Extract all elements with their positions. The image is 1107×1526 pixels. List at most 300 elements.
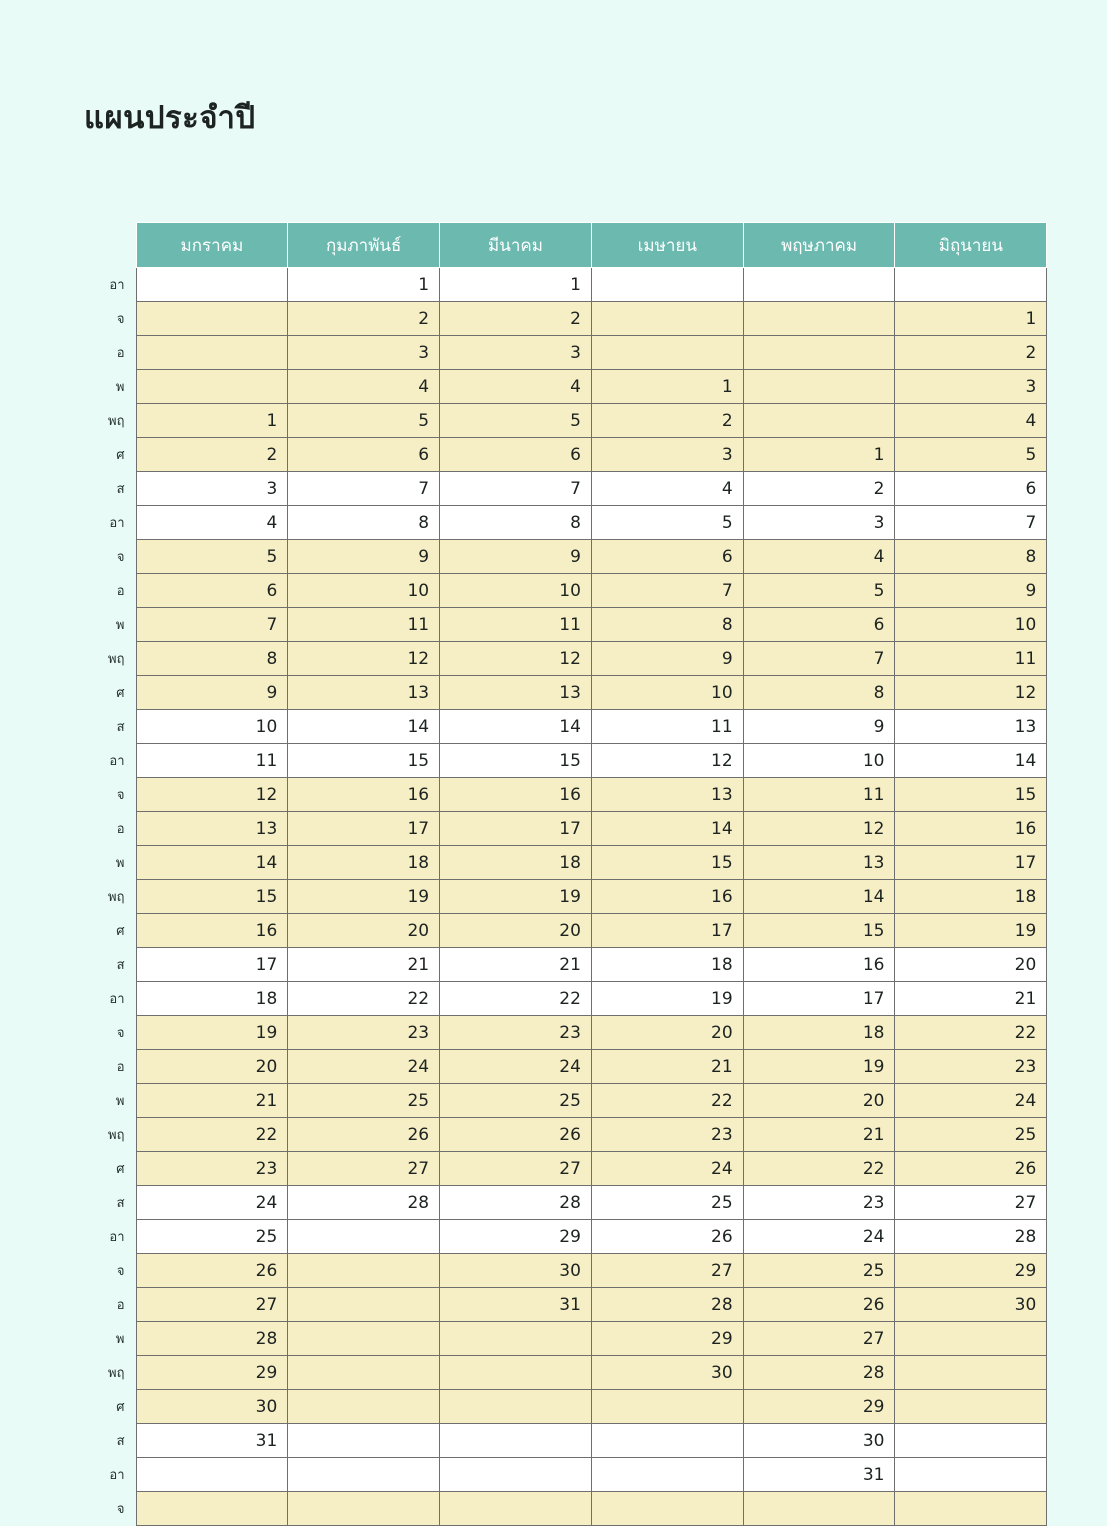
date-cell[interactable]: 4: [591, 472, 743, 506]
date-cell[interactable]: 14: [288, 710, 440, 744]
date-cell[interactable]: 27: [288, 1152, 440, 1186]
date-cell[interactable]: [591, 1492, 743, 1526]
date-cell[interactable]: 15: [895, 778, 1047, 812]
date-cell[interactable]: 21: [743, 1118, 895, 1152]
date-cell[interactable]: 13: [288, 676, 440, 710]
date-cell[interactable]: 30: [440, 1254, 592, 1288]
date-cell[interactable]: 7: [136, 608, 288, 642]
table-row: [84, 506, 1047, 540]
date-cell[interactable]: 6: [591, 540, 743, 574]
page-title: แผนประจำปี: [84, 100, 256, 136]
table-row: [84, 302, 1047, 336]
date-cell[interactable]: 15: [440, 744, 592, 778]
date-cell[interactable]: 21: [288, 948, 440, 982]
date-cell[interactable]: 3: [895, 370, 1047, 404]
table-header: [84, 223, 1047, 268]
table-row: [84, 642, 1047, 676]
table-row: [84, 744, 1047, 778]
table-row: [84, 1084, 1047, 1118]
date-cell[interactable]: 17: [136, 948, 288, 982]
date-cell[interactable]: [136, 1458, 288, 1492]
date-cell[interactable]: 30: [591, 1356, 743, 1390]
date-cell[interactable]: 11: [591, 710, 743, 744]
date-cell[interactable]: [591, 268, 743, 302]
date-cell[interactable]: 1: [591, 370, 743, 404]
date-cell[interactable]: 7: [591, 574, 743, 608]
date-cell[interactable]: 18: [895, 880, 1047, 914]
date-cell[interactable]: 24: [136, 1186, 288, 1220]
table-row: [84, 676, 1047, 710]
date-cell[interactable]: [440, 1492, 592, 1526]
table-row: [84, 1356, 1047, 1390]
date-cell[interactable]: [440, 1424, 592, 1458]
date-cell[interactable]: 16: [136, 914, 288, 948]
date-cell[interactable]: 6: [743, 608, 895, 642]
date-cell[interactable]: [136, 268, 288, 302]
date-cell[interactable]: 12: [743, 812, 895, 846]
date-cell[interactable]: 14: [591, 812, 743, 846]
date-cell[interactable]: 3: [743, 506, 895, 540]
date-cell[interactable]: [288, 1288, 440, 1322]
date-cell[interactable]: 1: [288, 268, 440, 302]
calendar-container: [84, 222, 1047, 1526]
date-cell[interactable]: 8: [743, 676, 895, 710]
date-cell[interactable]: 18: [591, 948, 743, 982]
day-of-week-label: พฤ: [108, 652, 125, 667]
date-cell[interactable]: 13: [591, 778, 743, 812]
date-cell[interactable]: 15: [743, 914, 895, 948]
day-of-week-label: ศ: [116, 1400, 125, 1415]
day-of-week-label: จ: [116, 1264, 125, 1279]
date-cell[interactable]: 2: [440, 302, 592, 336]
date-cell[interactable]: 27: [895, 1186, 1047, 1220]
table-row: [84, 1424, 1047, 1458]
table-row: [84, 1288, 1047, 1322]
date-cell[interactable]: 6: [440, 438, 592, 472]
date-cell[interactable]: 7: [895, 506, 1047, 540]
date-cell[interactable]: 22: [591, 1084, 743, 1118]
date-cell[interactable]: 9: [895, 574, 1047, 608]
date-cell[interactable]: 11: [895, 642, 1047, 676]
date-cell[interactable]: [288, 1356, 440, 1390]
date-cell[interactable]: 23: [288, 1016, 440, 1050]
day-of-week-label: พฤ: [108, 890, 125, 905]
date-cell[interactable]: 26: [440, 1118, 592, 1152]
date-cell[interactable]: 1: [440, 268, 592, 302]
date-cell[interactable]: 4: [440, 370, 592, 404]
date-cell[interactable]: 26: [743, 1288, 895, 1322]
date-cell[interactable]: [440, 1458, 592, 1492]
date-cell[interactable]: 24: [743, 1220, 895, 1254]
date-cell[interactable]: [743, 1492, 895, 1526]
date-cell[interactable]: 25: [288, 1084, 440, 1118]
table-row: [84, 1492, 1047, 1526]
date-cell[interactable]: [288, 1254, 440, 1288]
date-cell[interactable]: [288, 1458, 440, 1492]
month-header-june: มิถุนายน: [895, 223, 1047, 268]
date-cell[interactable]: 18: [136, 982, 288, 1016]
date-cell[interactable]: 26: [136, 1254, 288, 1288]
date-cell[interactable]: 12: [288, 642, 440, 676]
date-cell[interactable]: 26: [288, 1118, 440, 1152]
date-cell[interactable]: 16: [591, 880, 743, 914]
date-cell[interactable]: 10: [288, 574, 440, 608]
date-cell[interactable]: 19: [288, 880, 440, 914]
date-cell[interactable]: 16: [895, 812, 1047, 846]
date-cell[interactable]: 9: [743, 710, 895, 744]
date-cell[interactable]: 5: [288, 404, 440, 438]
date-cell[interactable]: 13: [895, 710, 1047, 744]
day-of-week-label: ศ: [116, 686, 125, 701]
day-of-week-label: จ: [116, 788, 125, 803]
date-cell[interactable]: [288, 1492, 440, 1526]
day-of-week-label: พฤ: [108, 1128, 125, 1143]
date-cell[interactable]: 28: [895, 1220, 1047, 1254]
date-cell[interactable]: 19: [895, 914, 1047, 948]
date-cell[interactable]: 30: [136, 1390, 288, 1424]
table-row: [84, 404, 1047, 438]
table-row: [84, 1050, 1047, 1084]
date-cell[interactable]: 5: [136, 540, 288, 574]
date-cell[interactable]: 19: [743, 1050, 895, 1084]
date-cell[interactable]: [743, 404, 895, 438]
date-cell[interactable]: 20: [591, 1016, 743, 1050]
day-of-week-label: อา: [109, 278, 125, 293]
date-cell[interactable]: 5: [895, 438, 1047, 472]
date-cell[interactable]: 29: [591, 1322, 743, 1356]
date-cell[interactable]: 12: [895, 676, 1047, 710]
date-cell[interactable]: 5: [440, 404, 592, 438]
date-cell[interactable]: [440, 1390, 592, 1424]
date-cell[interactable]: 23: [440, 1016, 592, 1050]
date-cell[interactable]: 1: [895, 302, 1047, 336]
date-cell[interactable]: 11: [136, 744, 288, 778]
date-cell[interactable]: 25: [591, 1186, 743, 1220]
date-cell[interactable]: 16: [440, 778, 592, 812]
date-cell[interactable]: 10: [895, 608, 1047, 642]
date-cell[interactable]: 6: [895, 472, 1047, 506]
date-cell[interactable]: [136, 302, 288, 336]
date-cell[interactable]: 29: [895, 1254, 1047, 1288]
table-row: [84, 846, 1047, 880]
month-header-march: มีนาคม: [440, 223, 592, 268]
table-row: [84, 1118, 1047, 1152]
date-cell[interactable]: 24: [591, 1152, 743, 1186]
day-of-week-label: จ: [116, 1502, 125, 1517]
date-cell[interactable]: 31: [743, 1458, 895, 1492]
date-cell[interactable]: 22: [895, 1016, 1047, 1050]
date-cell[interactable]: [591, 1390, 743, 1424]
table-row: [84, 1254, 1047, 1288]
date-cell[interactable]: 10: [136, 710, 288, 744]
date-cell[interactable]: 11: [288, 608, 440, 642]
table-row: [84, 812, 1047, 846]
date-cell[interactable]: 15: [288, 744, 440, 778]
date-cell[interactable]: 6: [136, 574, 288, 608]
table-row: [84, 608, 1047, 642]
day-of-week-label: ศ: [116, 1162, 125, 1177]
date-cell[interactable]: 7: [440, 472, 592, 506]
date-cell[interactable]: 31: [440, 1288, 592, 1322]
date-cell[interactable]: 16: [288, 778, 440, 812]
day-of-week-label: อ: [116, 1298, 125, 1313]
table-row: [84, 914, 1047, 948]
date-cell[interactable]: 19: [591, 982, 743, 1016]
date-cell[interactable]: 27: [136, 1288, 288, 1322]
date-cell[interactable]: 19: [136, 1016, 288, 1050]
date-cell[interactable]: 1: [743, 438, 895, 472]
table-row: [84, 472, 1047, 506]
date-cell[interactable]: 3: [591, 438, 743, 472]
date-cell[interactable]: 18: [288, 846, 440, 880]
day-of-week-label: ส: [116, 482, 125, 497]
date-cell[interactable]: 14: [440, 710, 592, 744]
date-cell[interactable]: [591, 336, 743, 370]
date-cell[interactable]: [591, 1424, 743, 1458]
date-cell[interactable]: [895, 268, 1047, 302]
table-body: [84, 268, 1047, 1526]
date-cell[interactable]: 20: [136, 1050, 288, 1084]
day-of-week-label: อา: [109, 754, 125, 769]
month-header-row: [84, 223, 1047, 268]
date-cell[interactable]: 24: [288, 1050, 440, 1084]
date-cell[interactable]: 28: [288, 1186, 440, 1220]
date-cell[interactable]: 26: [591, 1220, 743, 1254]
date-cell[interactable]: 9: [591, 642, 743, 676]
date-cell[interactable]: 25: [136, 1220, 288, 1254]
date-cell[interactable]: [895, 1424, 1047, 1458]
table-row: [84, 1220, 1047, 1254]
date-cell[interactable]: 22: [440, 982, 592, 1016]
date-cell[interactable]: 28: [591, 1288, 743, 1322]
date-cell[interactable]: 4: [136, 506, 288, 540]
date-cell[interactable]: 29: [440, 1220, 592, 1254]
date-cell[interactable]: 5: [743, 574, 895, 608]
date-cell[interactable]: 30: [895, 1288, 1047, 1322]
date-cell[interactable]: 11: [440, 608, 592, 642]
date-cell[interactable]: 6: [288, 438, 440, 472]
date-cell[interactable]: 12: [440, 642, 592, 676]
date-cell[interactable]: 13: [440, 676, 592, 710]
day-of-week-label: อา: [109, 1468, 125, 1483]
month-header-january: มกราคม: [136, 223, 288, 268]
date-cell[interactable]: 10: [440, 574, 592, 608]
date-cell[interactable]: 22: [743, 1152, 895, 1186]
date-cell[interactable]: 3: [136, 472, 288, 506]
day-of-week-label: อ: [116, 584, 125, 599]
date-cell[interactable]: 25: [440, 1084, 592, 1118]
date-cell[interactable]: [743, 336, 895, 370]
day-of-week-label: พ: [115, 856, 125, 871]
date-cell[interactable]: 5: [591, 506, 743, 540]
date-cell[interactable]: 2: [743, 472, 895, 506]
date-cell[interactable]: [743, 268, 895, 302]
date-cell[interactable]: [288, 1424, 440, 1458]
date-cell[interactable]: 25: [743, 1254, 895, 1288]
date-cell[interactable]: 18: [743, 1016, 895, 1050]
date-cell[interactable]: [591, 302, 743, 336]
date-cell[interactable]: 20: [288, 914, 440, 948]
date-cell[interactable]: 8: [895, 540, 1047, 574]
date-cell[interactable]: 9: [440, 540, 592, 574]
date-cell[interactable]: 21: [136, 1084, 288, 1118]
date-cell[interactable]: 2: [895, 336, 1047, 370]
date-cell[interactable]: 13: [743, 846, 895, 880]
date-cell[interactable]: 27: [591, 1254, 743, 1288]
day-of-week-label: ศ: [116, 924, 125, 939]
table-row: [84, 574, 1047, 608]
date-cell[interactable]: 2: [136, 438, 288, 472]
date-cell[interactable]: 17: [743, 982, 895, 1016]
date-cell[interactable]: 14: [743, 880, 895, 914]
date-cell[interactable]: 26: [895, 1152, 1047, 1186]
date-cell[interactable]: 17: [288, 812, 440, 846]
table-row: [84, 1322, 1047, 1356]
date-cell[interactable]: 27: [743, 1322, 895, 1356]
date-cell[interactable]: [440, 1322, 592, 1356]
table-row: [84, 710, 1047, 744]
date-cell[interactable]: 31: [136, 1424, 288, 1458]
date-cell[interactable]: [895, 1492, 1047, 1526]
date-cell[interactable]: 20: [440, 914, 592, 948]
table-row: [84, 1186, 1047, 1220]
date-cell[interactable]: 16: [743, 948, 895, 982]
date-cell[interactable]: [136, 1492, 288, 1526]
date-cell[interactable]: 9: [136, 676, 288, 710]
day-of-week-label: ส: [116, 1196, 125, 1211]
date-cell[interactable]: [288, 1390, 440, 1424]
month-header-april: เมษายน: [591, 223, 743, 268]
day-of-week-label: พฤ: [108, 414, 125, 429]
date-cell[interactable]: [895, 1356, 1047, 1390]
date-cell[interactable]: 2: [288, 302, 440, 336]
day-of-week-label: อา: [109, 1230, 125, 1245]
date-cell[interactable]: 22: [288, 982, 440, 1016]
date-cell[interactable]: 27: [440, 1152, 592, 1186]
table-row: [84, 1458, 1047, 1492]
date-cell[interactable]: 21: [440, 948, 592, 982]
date-cell[interactable]: 14: [136, 846, 288, 880]
date-cell[interactable]: [288, 1322, 440, 1356]
date-cell[interactable]: 8: [591, 608, 743, 642]
table-row: [84, 438, 1047, 472]
date-cell[interactable]: 18: [440, 846, 592, 880]
date-cell[interactable]: 17: [895, 846, 1047, 880]
day-of-week-label: พ: [115, 1332, 125, 1347]
date-cell[interactable]: 30: [743, 1424, 895, 1458]
date-cell[interactable]: 2: [591, 404, 743, 438]
date-cell[interactable]: 17: [591, 914, 743, 948]
date-cell[interactable]: 24: [895, 1084, 1047, 1118]
day-of-week-label: จ: [116, 550, 125, 565]
date-cell[interactable]: 24: [440, 1050, 592, 1084]
date-cell[interactable]: 7: [743, 642, 895, 676]
date-cell[interactable]: 17: [440, 812, 592, 846]
date-cell[interactable]: 25: [895, 1118, 1047, 1152]
date-cell[interactable]: 13: [136, 812, 288, 846]
date-cell[interactable]: 23: [136, 1152, 288, 1186]
date-cell[interactable]: 4: [743, 540, 895, 574]
date-cell[interactable]: 12: [591, 744, 743, 778]
day-of-week-label: ส: [116, 720, 125, 735]
date-cell[interactable]: 8: [288, 506, 440, 540]
date-cell[interactable]: [288, 1220, 440, 1254]
date-cell[interactable]: 15: [591, 846, 743, 880]
month-header-february: กุมภาพันธ์: [288, 223, 440, 268]
date-cell[interactable]: 10: [591, 676, 743, 710]
date-cell[interactable]: 29: [136, 1356, 288, 1390]
table-corner-cell: [84, 223, 136, 268]
table-row: [84, 948, 1047, 982]
date-cell[interactable]: 1: [136, 404, 288, 438]
date-cell[interactable]: 23: [743, 1186, 895, 1220]
day-of-week-label: พ: [115, 618, 125, 633]
day-of-week-label: ส: [116, 1434, 125, 1449]
date-cell[interactable]: 4: [895, 404, 1047, 438]
date-cell[interactable]: [743, 302, 895, 336]
date-cell[interactable]: [591, 1458, 743, 1492]
month-header-may: พฤษภาคม: [743, 223, 895, 268]
date-cell[interactable]: [895, 1390, 1047, 1424]
date-cell[interactable]: 12: [136, 778, 288, 812]
date-cell[interactable]: 20: [895, 948, 1047, 982]
date-cell[interactable]: 14: [895, 744, 1047, 778]
date-cell[interactable]: [895, 1458, 1047, 1492]
table-row: [84, 336, 1047, 370]
date-cell[interactable]: 3: [288, 336, 440, 370]
date-cell[interactable]: 8: [440, 506, 592, 540]
day-of-week-label: พ: [115, 380, 125, 395]
date-cell[interactable]: 21: [895, 982, 1047, 1016]
date-cell[interactable]: [743, 370, 895, 404]
date-cell[interactable]: 20: [743, 1084, 895, 1118]
date-cell[interactable]: [136, 336, 288, 370]
date-cell[interactable]: 29: [743, 1390, 895, 1424]
date-cell[interactable]: 10: [743, 744, 895, 778]
day-of-week-label: อา: [109, 992, 125, 1007]
date-cell[interactable]: 11: [743, 778, 895, 812]
date-cell[interactable]: 3: [440, 336, 592, 370]
date-cell[interactable]: [440, 1356, 592, 1390]
date-cell[interactable]: 21: [591, 1050, 743, 1084]
date-cell[interactable]: 8: [136, 642, 288, 676]
date-cell[interactable]: 28: [743, 1356, 895, 1390]
date-cell[interactable]: 23: [895, 1050, 1047, 1084]
day-of-week-label: ส: [116, 958, 125, 973]
date-cell[interactable]: 9: [288, 540, 440, 574]
day-of-week-label: อ: [116, 1060, 125, 1075]
day-of-week-label: พ: [115, 1094, 125, 1109]
date-cell[interactable]: 28: [136, 1322, 288, 1356]
date-cell[interactable]: [895, 1322, 1047, 1356]
date-cell[interactable]: 15: [136, 880, 288, 914]
table-row: [84, 778, 1047, 812]
day-of-week-label: พฤ: [108, 1366, 125, 1381]
table-row: [84, 540, 1047, 574]
date-cell[interactable]: 19: [440, 880, 592, 914]
table-row: [84, 268, 1047, 302]
date-cell[interactable]: 7: [288, 472, 440, 506]
annual-plan-table: [84, 222, 1047, 1526]
date-cell[interactable]: 22: [136, 1118, 288, 1152]
date-cell[interactable]: [136, 370, 288, 404]
day-of-week-label: ศ: [116, 448, 125, 463]
date-cell[interactable]: 23: [591, 1118, 743, 1152]
day-of-week-label: อ: [116, 346, 125, 361]
date-cell[interactable]: 4: [288, 370, 440, 404]
date-cell[interactable]: 28: [440, 1186, 592, 1220]
table-row: [84, 1152, 1047, 1186]
